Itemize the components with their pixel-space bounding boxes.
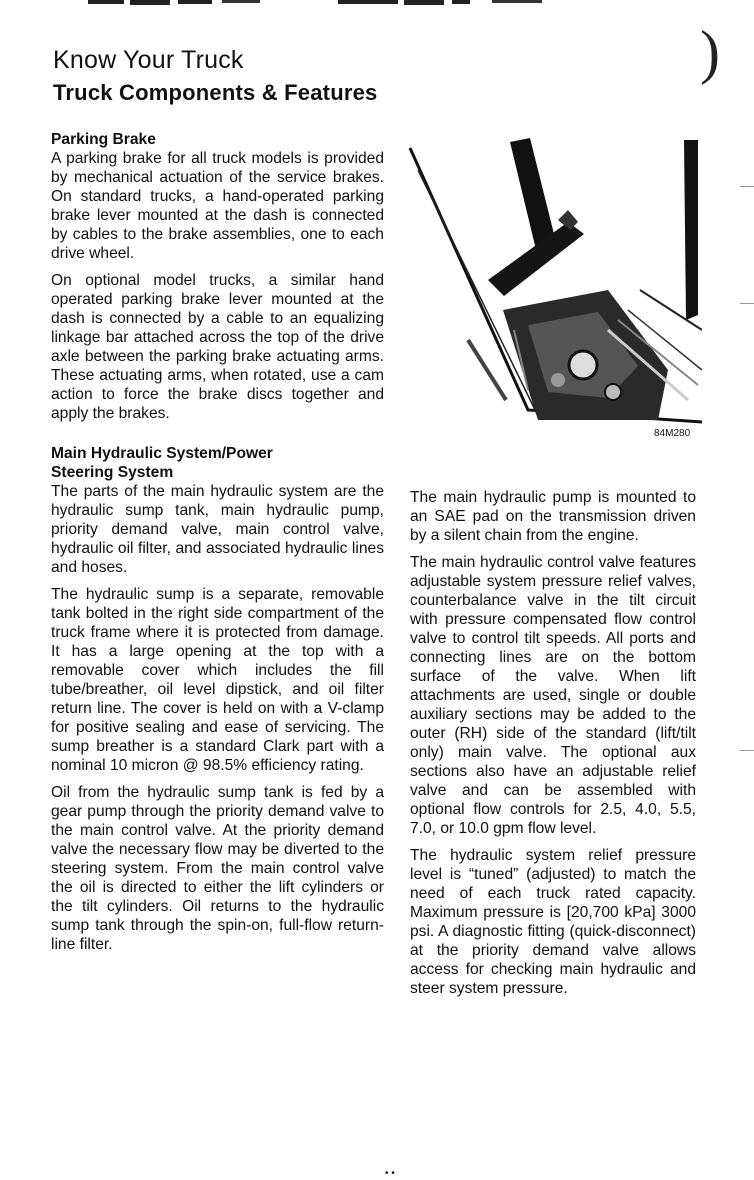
page-number: • • — [385, 1168, 395, 1179]
margin-tick — [740, 750, 754, 751]
page-subtitle: Truck Components & Features — [53, 80, 378, 105]
margin-tick — [740, 303, 754, 304]
scan-edge-marks — [0, 0, 754, 12]
right-column — [410, 488, 696, 1006]
parking-brake-lever-photo — [408, 130, 702, 425]
hydraulic-heading-line2: Steering System — [51, 464, 174, 481]
parking-brake-paragraph: On optional model trucks, a similar hand operated parking brake lever mounted at the dash is connected by a cable to an equalizing linkage bar attached across the top of the drive axle between the parking brake actuating arms. These actuating arms, when rotated, use a cam action to force the brake discs together and apply the brakes. — [51, 272, 384, 422]
margin-bracket-mark: ) — [700, 19, 720, 85]
hydraulic-heading-line1: Main Hydraulic System/Power — [51, 445, 273, 462]
photo-illustration — [408, 130, 702, 425]
figure-caption: 84M280 — [654, 428, 691, 439]
left-column — [51, 130, 384, 962]
right-paragraph: The main hydraulic pump is mounted to an SAE pad on the transmission driven by a silent chain from the engine. — [410, 489, 696, 544]
page-title: Know Your Truck — [53, 46, 244, 74]
parking-brake-heading: Parking Brake — [51, 131, 156, 148]
right-paragraph: The main hydraulic control valve features adjustable system pressure relief valves, counterbalance valve in the tilt circuit with pressure compensated flow control valve to control tilt speeds. All ports and connecting lines are on the bottom surface of the valve. When lift attachments are used, single or double auxiliary sections may be added to the outer (RH) side of the standard (lift/tilt only) main valve. The optional aux sections also have an adjustable relief valve and can be assembled with optional flow controls for 2.5, 4.0, 5.5, 7.0, or 10.0 gpm flow level. — [410, 554, 696, 837]
hydraulic-system-heading — [51, 444, 384, 482]
hydraulic-paragraph: The hydraulic sump is a separate, removable tank bolted in the right side compartment of the truck frame where it is protected from damage. It has a large opening at the top with a removable cover which includes the fill tube/breather, oil level dipstick, and oil filter return line. The cover is held on with a V-clamp for positive sealing and ease of servicing. The sump breather is a standard Clark part with a nominal 10 micron @ 98.5% efficiency rating. — [51, 586, 384, 774]
parking-brake-paragraph: A parking brake for all truck models is provided by mechanical actuation of the service brakes. On standard trucks, a hand-operated parking brake lever mounted at the dash is connected by cables to the brake assemblies, one to each drive wheel. — [51, 150, 384, 262]
hydraulic-paragraph: The parts of the main hydraulic system are the hydraulic sump tank, main hydraulic pump, priority demand valve, main control valve, hydraulic oil filter, and associated hydraulic lines and hoses. — [51, 483, 384, 576]
hydraulic-paragraph: Oil from the hydraulic sump tank is fed by a gear pump through the priority demand valve to the main control valve. At the priority demand valve the necessary flow may be diverted to the steering system. From the main control valve the oil is directed to either the lift cylinders or the tilt cylinders. Oil returns to the hydraulic sump tank through the spin-on, full-flow return-line filter. — [51, 784, 384, 953]
margin-tick — [740, 186, 754, 187]
right-paragraph: The hydraulic system relief pressure level is “tuned” (adjusted) to match the need of each truck rated capacity. Maximum pressure is [20,700 kPa] 3000 psi. A diagnostic fitting (quick-disconnect) at the priority demand valve allows access for checking main hydraulic and steer system pressure. — [410, 847, 696, 997]
